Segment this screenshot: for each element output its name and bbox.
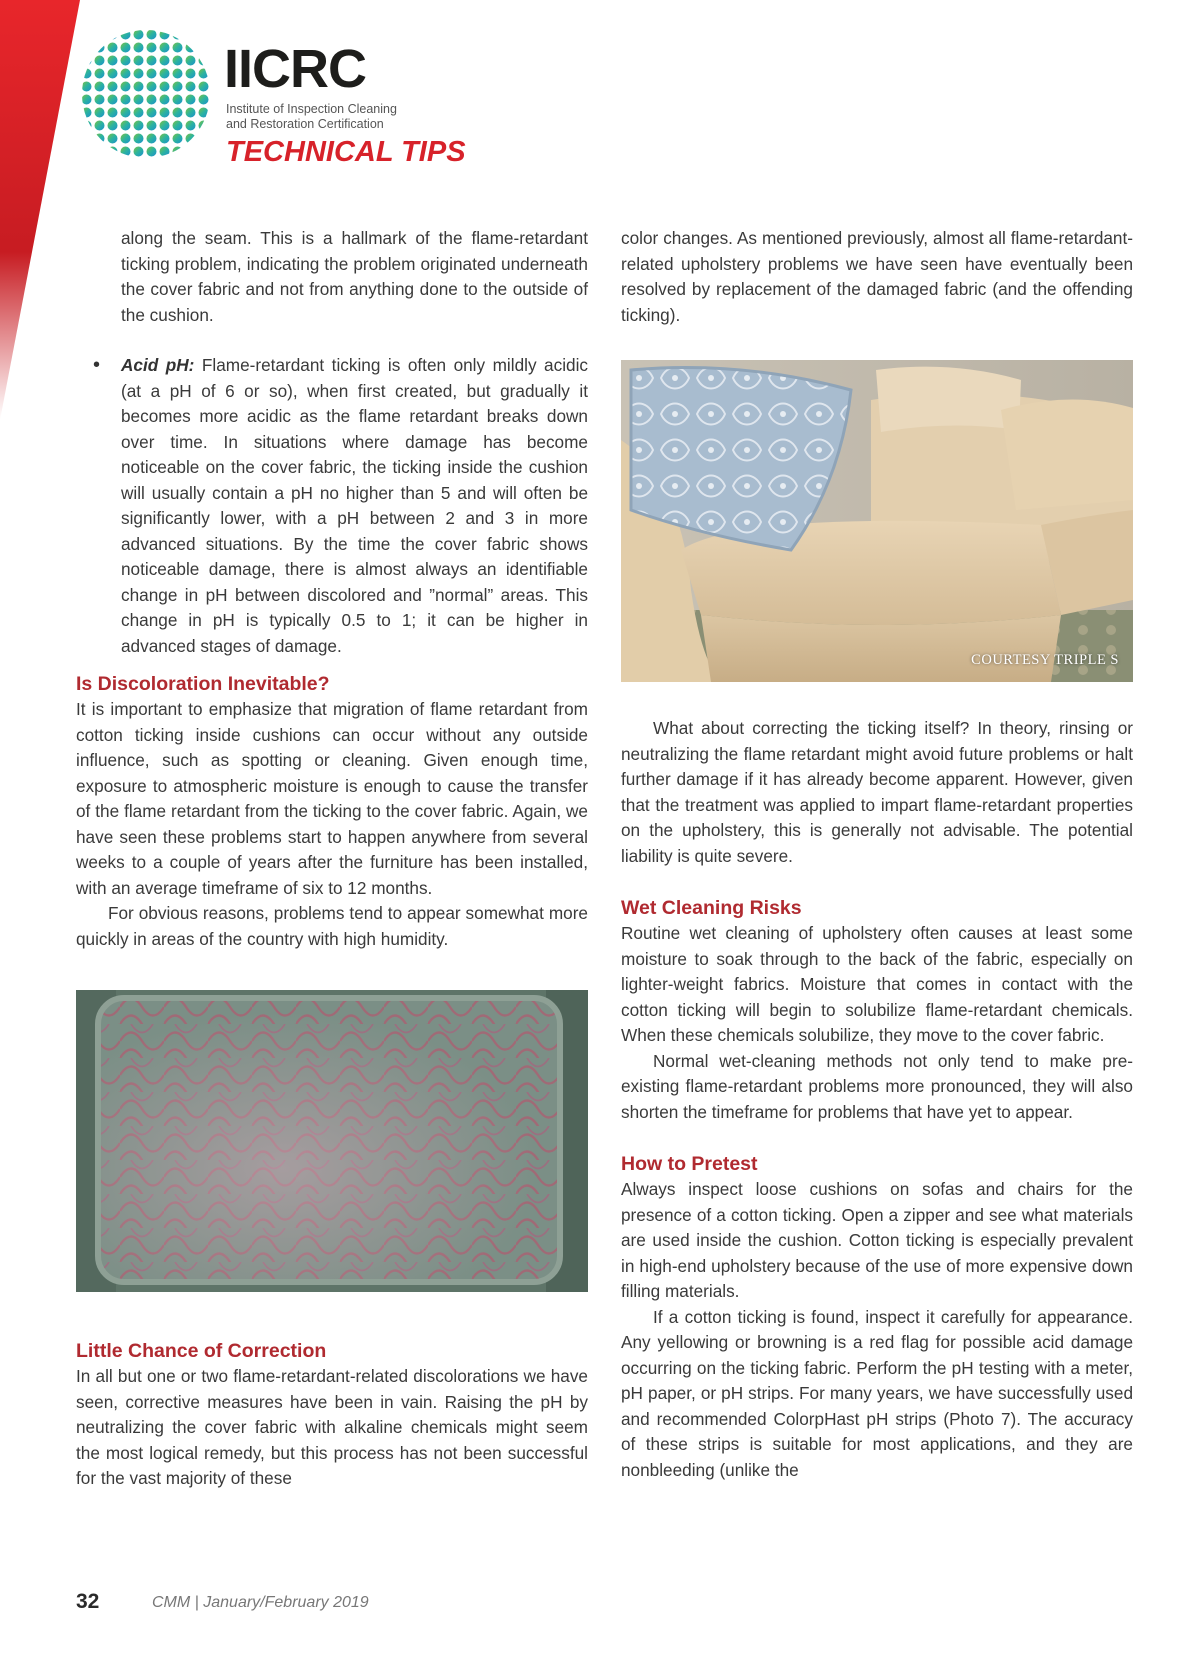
heading-discoloration: Is Discoloration Inevitable? <box>76 673 330 695</box>
acid-ph-bullet <box>76 353 588 659</box>
page-number: 32 <box>76 1590 100 1613</box>
left-column <box>76 226 588 1492</box>
continued-paragraph: along the seam. This is a hallmark of the flame-retardant ticking problem, indicating the problem originated underneath the cover fabric and not from anything done to the outside of the cushion. <box>121 228 588 325</box>
sofa-photo <box>621 360 1133 682</box>
bullet-term: Acid pH: <box>121 355 195 375</box>
brand-name: IICRC <box>224 39 366 99</box>
paragraph-wet-2: Normal wet-cleaning methods not only tend to make pre-existing flame-retardant problems more pronounced, they will also shorten the timeframe for problems that have yet to appear. <box>621 1050 1133 1122</box>
right-column <box>621 226 1133 1483</box>
heading-pretest: How to Pretest <box>621 1153 758 1175</box>
continued-paragraph-right: color changes. As mentioned previously, almost all flame-retardant-related upholstery problems we have seen have eventually been resolved by replacement of the damaged fabric (and the offending ticking). <box>621 228 1133 325</box>
paragraph-pretest-1: Always inspect loose cushions on sofas and chairs for the presence of a cotton ticking. Open a zipper and see what materials are used inside the cushion. Cotton ticking is especially prevalent in high-end upholstery because of the use of more expensive down filling materials. <box>621 1179 1133 1301</box>
paragraph-discoloration-1: It is important to emphasize that migration of flame retardant from cotton ticking inside cushions can occur without any outside influence, such as spotting or cleaning. Given enough time, exposure to atmospheric moisture is enough to cause the transfer of the flame retardant from the ticking to the cover fabric. Again, we have seen these problems start to happen anywhere from several weeks to a couple of years after the furniture has been installed, with an average timeframe of six to 12 months. <box>76 699 588 898</box>
iicrc-globe-logo <box>80 28 212 160</box>
heading-wet-cleaning: Wet Cleaning Risks <box>621 897 802 919</box>
paragraph-wet-1: Routine wet cleaning of upholstery often causes at least some moisture to soak through to the back of the fabric, especially on lighter-weight fabrics. Moisture that comes in contact with the cotton ticking will begin to solubilize flame-retardant chemicals. When these chemicals solubilize, they move to the cover fabric. <box>621 923 1133 1045</box>
section-title: TECHNICAL TIPS <box>226 136 466 168</box>
paragraph-pretest-2: If a cotton ticking is found, inspect it carefully for appearance. Any yellowing or browning is a red flag for possible acid damage occurring on the ticking fabric. Perform the pH testing with a meter, pH paper, or pH strips. For many years, we have successfully used and recommended ColorpHast pH strips (Photo 7). The accuracy of these strips is suitable for most applications, and they are nonbleeding (unlike the <box>621 1306 1133 1480</box>
brand-subtitle <box>226 102 486 132</box>
cushion-photo <box>76 990 588 1292</box>
bullet-body: Flame-retardant ticking is often only mildly acidic (at a pH of 6 or so), when first created, but gradually it becomes more acidic as the flame retardant breaks down over time. In situations where damage has become noticeable on the cover fabric, the ticking inside the cushion will usually contain a pH no higher than 5 and will often be significantly lower, with a pH between 2 and 3 in more advanced situations. By the time the cover fabric shows noticeable damage, there is almost always an identifiable change in pH between discolored and ”normal” areas. This change in pH is typically 0.5 to 1; it can be higher in advanced stages of damage. <box>121 355 588 656</box>
brand-subtitle-line-1: Institute of Inspection Cleaning <box>226 102 397 116</box>
paragraph-ticking: What about correcting the ticking itself? In theory, rinsing or neutralizing the flame retardant might avoid future problems or halt further damage if it has already become apparent. However, given that the treatment was applied to impart flame-retardant properties on the upholstery, this is generally not advisable. The potential liability is quite severe. <box>621 718 1133 866</box>
publication-info: CMM | January/February 2019 <box>152 1594 369 1611</box>
paragraph-correction: In all but one or two flame-retardant-related discolorations we have seen, corrective measures have been in vain. Raising the pH by neutralizing the cover fabric with alkaline chemicals might seem the most logical remedy, but this process has not been successful for the vast majority of these <box>76 1366 588 1488</box>
heading-correction: Little Chance of Correction <box>76 1340 327 1362</box>
brand-subtitle-line-2: and Restoration Certification <box>226 117 384 131</box>
photo-credit: COURTESY TRIPLE S <box>971 652 1119 668</box>
decorative-red-corner <box>0 0 80 420</box>
paragraph-discoloration-2: For obvious reasons, problems tend to appear somewhat more quickly in areas of the country with high humidity. <box>76 903 588 949</box>
